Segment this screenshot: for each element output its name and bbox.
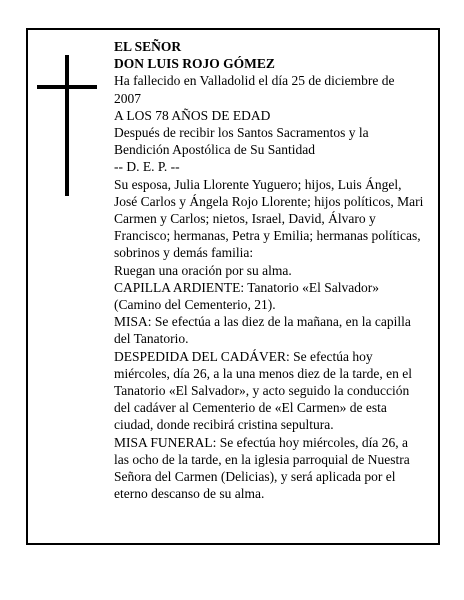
cross-vertical-bar: [65, 55, 69, 196]
obituary-text: [114, 38, 424, 502]
farewell: DESPEDIDA DEL CADÁVER: Se efectúa hoy miércoles, día 26, a la una menos diez de la tarde, en el Tanatorio «El Salvador», y acto seguido la conducción del cadáver al Cementerio de «El Carmen» de esta ciudad, donde recibirá cristina sepultura.: [114, 348, 413, 433]
death-info: Ha fallecido en Valladolid el día 25 de diciembre de 2007: [114, 73, 395, 106]
rip: -- D. E. P. --: [114, 159, 180, 175]
mass: MISA: Se efectúa a las diez de la mañana, en la capilla del Tanatorio.: [114, 314, 411, 347]
title-line-1: EL SEÑOR: [114, 39, 182, 54]
chapel: CAPILLA ARDIENTE: Tanatorio «El Salvador» (Camino del Cementerio, 21).: [114, 279, 380, 313]
prayer-request: Ruegan una oración por su alma.: [114, 262, 292, 278]
cross-horizontal-bar: [37, 85, 97, 89]
sacraments: Después de recibir los Santos Sacramentos y la Bendición Apostólica de Su Santidad: [114, 125, 369, 158]
funeral-mass: MISA FUNERAL: Se efectúa hoy miércoles, día 26, a las ocho de la tarde, en la iglesia parroquial de Nuestra Señora del Carmen (Delicias), y será aplicada por el eterno descanso de su alma.: [114, 434, 410, 502]
family: Su esposa, Julia Llorente Yuguero; hijos, Luis Ángel, José Carlos y Ángela Rojo Llorente; hijos políticos, Mari Carmen y Carlos; nietos, Israel, David, Álvaro y Francisco; hermanas, Petra y Emilia; hermanas políticas, sobrinos y demás familia:: [114, 176, 424, 261]
deceased-name: DON LUIS ROJO GÓMEZ: [114, 56, 275, 72]
age: A LOS 78 AÑOS DE EDAD: [114, 107, 271, 123]
